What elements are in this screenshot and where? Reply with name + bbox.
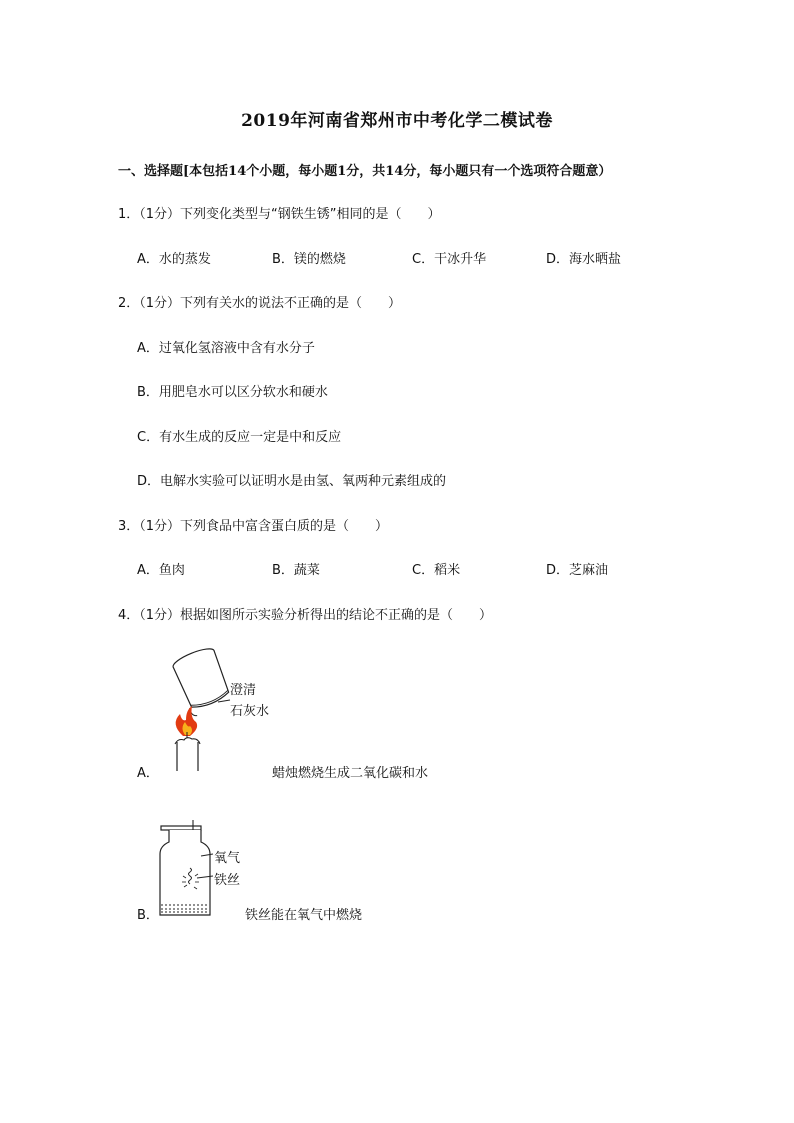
oxygen-label: 氧气 [214,851,241,866]
bottle-lid [161,826,201,830]
q3-option-c[interactable]: C．稻米 [412,563,461,578]
question-3-stem: 3．（1分）下列食品中富含蛋白质的是（ ） [118,519,389,534]
question-2-stem: 2．（1分）下列有关水的说法不正确的是（ ） [118,296,402,311]
q4-option-b-text: 铁丝能在氧气中燃烧 [245,908,363,923]
q1-option-c[interactable]: C．干冰升华 [412,252,487,267]
limewater-label-line1: 澄清 [230,683,257,698]
q3-option-d[interactable]: D．芝麻油 [546,563,609,578]
q1-option-a[interactable]: A．水的蒸发 [137,252,211,267]
page-title: 2019年河南省郑州市中考化学二模试卷 [241,111,553,131]
q1-option-d[interactable]: D．海水晒盐 [546,252,622,267]
q3-option-b[interactable]: B．蔬菜 [272,563,320,578]
beaker-icon [171,645,235,717]
candle-icon [175,732,200,771]
q2-option-d[interactable]: D．电解水实验可以证明水是由氢、氧两种元素组成的 [137,474,447,489]
question-4-stem: 4．（1分）根据如图所示实验分析得出的结论不正确的是（ ） [118,608,493,623]
q4-option-a-text: 蜡烛燃烧生成二氧化碳和水 [272,766,429,781]
q2-option-a[interactable]: A．过氧化氢溶液中含有水分子 [137,341,315,356]
label-pointer-line [218,700,230,702]
q1-option-b[interactable]: B．镁的燃烧 [272,252,346,267]
flame-icon [176,706,197,736]
q2-option-c[interactable]: C．有水生成的反应一定是中和反应 [137,430,342,445]
q2-option-b[interactable]: B．用肥皂水可以区分软水和硬水 [137,385,328,400]
question-1-stem: 1．（1分）下列变化类型与“钢铁生锈”相同的是（ ） [118,207,441,222]
section-heading: 一、选择题[本包括14个小题，每小题1分，共14分，每小题只有一个选项符合题意） [118,164,612,179]
q3-option-a[interactable]: A．鱼肉 [137,563,185,578]
limewater-label-line2: 石灰水 [230,704,270,719]
gas-bottle-icon [160,830,210,915]
q4-option-b-letter[interactable]: B． [137,908,159,923]
iron-wire-label: 铁丝 [214,873,241,888]
q4-option-a-letter[interactable]: A． [137,766,159,781]
